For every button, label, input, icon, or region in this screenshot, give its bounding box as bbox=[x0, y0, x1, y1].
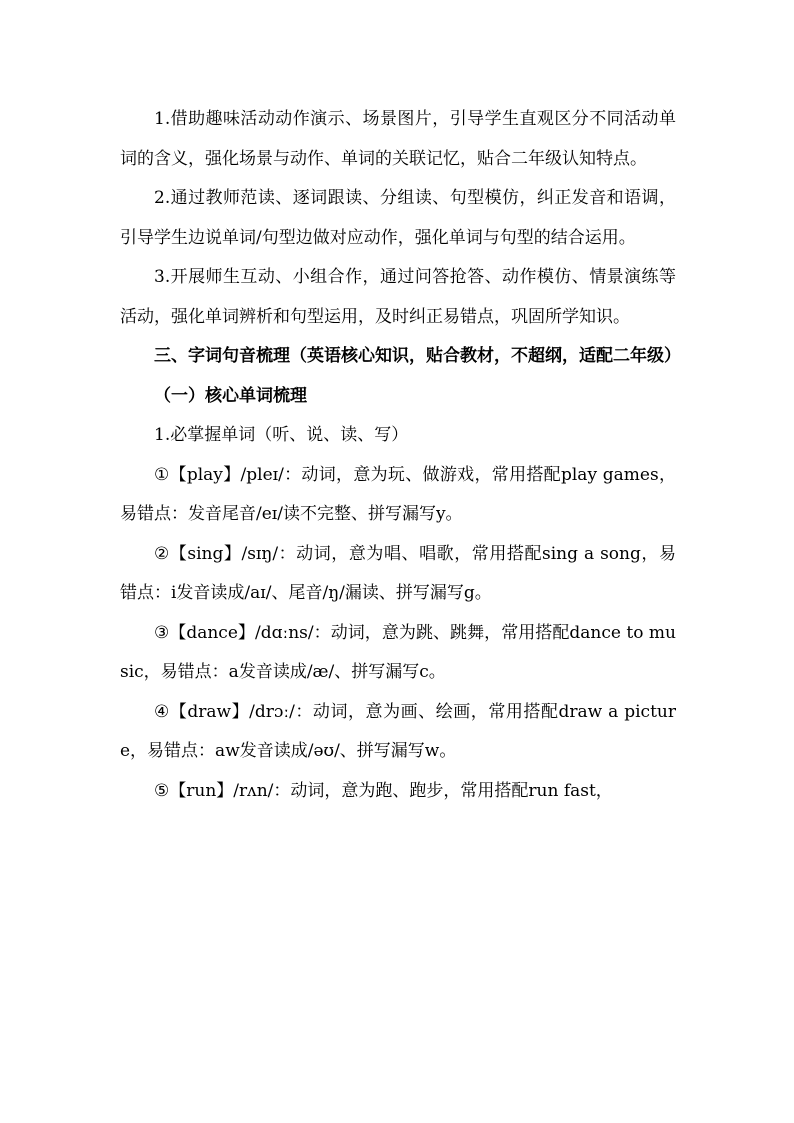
word-entry-sing: ②【sing】/sɪŋ/：动词，意为唱、唱歌，常用搭配sing a song，易错点：i发音读成/aɪ/、尾音/ŋ/漏读、拼写漏写g。 bbox=[120, 543, 676, 603]
word-entry-draw: ④【draw】/drɔː/：动词，意为画、绘画，常用搭配draw a picture，易错点：aw发音读成/əʊ/、拼写漏写w。 bbox=[120, 701, 676, 761]
word-list-title: 1.必掌握单词（听、说、读、写） bbox=[154, 425, 409, 445]
word-entry-play: ①【play】/pleɪ/：动词，意为玩、做游戏，常用搭配play games，易错点：发音尾音/eɪ/读不完整、拼写漏写y。 bbox=[120, 464, 676, 524]
document-body bbox=[120, 100, 681, 811]
paragraph-method-1: 1.借助趣味活动动作演示、场景图片，引导学生直观区分不同活动单词的含义，强化场景与动作、单词的关联记忆，贴合二年级认知特点。 bbox=[120, 109, 676, 169]
word-entry-run: ⑤【run】/rʌn/：动词，意为跑、跑步，常用搭配run fast， bbox=[154, 780, 613, 801]
subsection-heading: （一）核心单词梳理 bbox=[154, 385, 307, 406]
paragraph-method-2: 2.通过教师范读、逐词跟读、分组读、句型模仿，纠正发音和语调，引导学生边说单词/句型边做对应动作，强化单词与句型的结合运用。 bbox=[120, 188, 676, 248]
section-heading: 三、字词句音梳理（英语核心知识，贴合教材，不超纲，适配二年级） bbox=[154, 346, 681, 366]
word-entry-dance: ③【dance】/dɑːns/：动词，意为跳、跳舞，常用搭配dance to music，易错点：a发音读成/æ/、拼写漏写c。 bbox=[120, 622, 676, 682]
paragraph-method-3: 3.开展师生互动、小组合作，通过问答抢答、动作模仿、情景演练等活动，强化单词辨析和句型运用，及时纠正易错点，巩固所学知识。 bbox=[120, 267, 676, 327]
